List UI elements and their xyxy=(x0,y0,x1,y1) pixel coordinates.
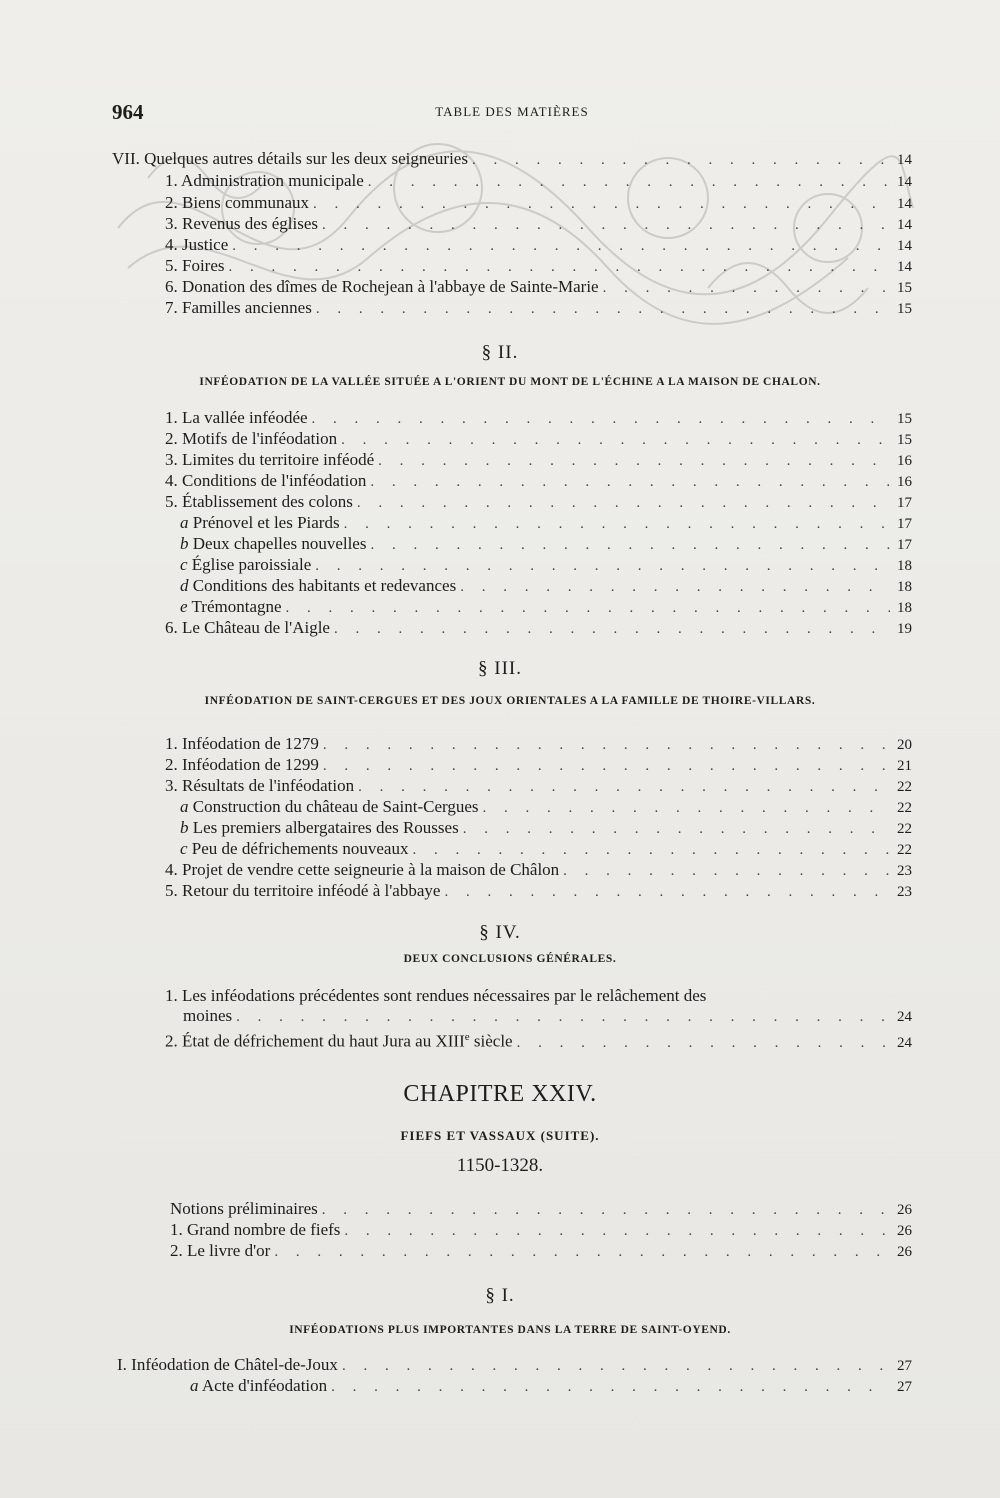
toc-entry[interactable] xyxy=(165,617,912,639)
toc-entry[interactable] xyxy=(180,817,912,839)
toc-entry-label: 5. Établissement des colons xyxy=(165,492,353,511)
toc-entry-letter: d xyxy=(180,576,189,595)
dot-leader xyxy=(323,755,890,777)
toc-entry[interactable] xyxy=(165,859,912,881)
toc-entry-label: Acte d'inféodation xyxy=(201,1376,328,1395)
toc-entry-page: 24 xyxy=(897,1009,912,1025)
toc-entry[interactable] xyxy=(170,1219,912,1241)
toc-entry-label: Conditions des habitants et redevances xyxy=(192,576,457,595)
dot-leader xyxy=(342,1355,890,1377)
toc-entry-page: 16 xyxy=(897,453,912,469)
toc-entry[interactable] xyxy=(112,148,912,170)
toc-entry-label: Trémontagne xyxy=(191,597,282,616)
toc-entry-line-2[interactable] xyxy=(183,1005,912,1027)
toc-entry-page: 18 xyxy=(897,579,912,595)
toc-entry-label: 7. Familles anciennes xyxy=(165,298,312,317)
toc-entry-label: 6. Le Château de l'Aigle xyxy=(165,618,330,637)
toc-entry-page: 16 xyxy=(897,474,912,490)
running-title: TABLE DES MATIÈRES xyxy=(435,104,589,119)
toc-entry-page: 15 xyxy=(897,280,912,296)
dot-leader xyxy=(472,149,890,171)
section-mark: § II. xyxy=(481,342,519,363)
dot-leader xyxy=(603,277,890,299)
toc-entry-label: 2. Inféodation de 1299 xyxy=(165,755,319,774)
dot-leader xyxy=(463,818,890,840)
chapter-title: CHAPITRE XXIV. xyxy=(403,1081,597,1107)
toc-entry-page: 23 xyxy=(897,884,912,900)
dot-leader xyxy=(232,235,890,257)
toc-entry-label-tail: siècle xyxy=(469,1031,513,1051)
dot-leader xyxy=(368,171,890,193)
toc-entry-page: 17 xyxy=(897,495,912,511)
toc-entry-letter: c xyxy=(180,839,188,858)
dot-leader xyxy=(286,597,890,619)
toc-entry-page: 18 xyxy=(897,600,912,616)
toc-entry[interactable] xyxy=(180,512,912,534)
toc-entry-letter: e xyxy=(180,597,188,616)
toc-entry[interactable] xyxy=(165,407,912,429)
section-mark: § IV. xyxy=(479,922,521,943)
dot-leader xyxy=(517,1032,890,1054)
toc-entry[interactable] xyxy=(165,170,912,192)
dot-leader xyxy=(316,298,890,320)
toc-entry-label: 2. Motifs de l'inféodation xyxy=(165,429,338,448)
toc-entry-page: 22 xyxy=(897,842,912,858)
toc-entry[interactable] xyxy=(165,470,912,492)
toc-entry[interactable] xyxy=(180,533,912,555)
toc-entry-label: 5. Foires xyxy=(165,256,225,275)
toc-entry-label: Les premiers albergataires des Rousses xyxy=(192,818,459,837)
toc-entry[interactable] xyxy=(180,596,912,618)
dot-leader xyxy=(236,1006,890,1028)
toc-entry-page: 15 xyxy=(897,432,912,448)
dot-leader xyxy=(344,513,890,535)
toc-entry-label: 2. État de défrichement du haut Jura au XIII xyxy=(165,1031,465,1051)
toc-entry-page: 26 xyxy=(897,1244,912,1260)
toc-entry[interactable] xyxy=(180,796,912,818)
dot-leader xyxy=(563,860,890,882)
toc-entry[interactable] xyxy=(170,1240,912,1262)
toc-entry-page: 23 xyxy=(897,863,912,879)
dot-leader xyxy=(460,576,890,598)
toc-entry-label: Peu de défrichements nouveaux xyxy=(191,839,409,858)
toc-entry-page: 14 xyxy=(897,259,912,275)
toc-entry[interactable] xyxy=(165,733,912,755)
toc-entry[interactable] xyxy=(165,449,912,471)
dot-leader xyxy=(274,1241,890,1263)
toc-entry-page: 14 xyxy=(897,217,912,233)
toc-entry-label: VII. Quelques autres détails sur les deux seigneuries xyxy=(112,149,468,168)
dot-leader xyxy=(358,776,890,798)
toc-entry-letter: a xyxy=(180,513,189,532)
toc-entry-page: 22 xyxy=(897,821,912,837)
toc-entry-letter: b xyxy=(180,534,189,553)
toc-entry[interactable] xyxy=(190,1375,912,1397)
toc-entry[interactable] xyxy=(165,754,912,776)
dot-leader xyxy=(331,1376,890,1398)
toc-entry-label: 1. Grand nombre de fiefs xyxy=(170,1220,341,1239)
dot-leader xyxy=(412,839,890,861)
toc-entry[interactable] xyxy=(170,1198,912,1220)
dot-leader xyxy=(378,450,890,472)
toc-entry-letter: a xyxy=(190,1376,199,1395)
toc-entry-label: Deux chapelles nouvelles xyxy=(192,534,367,553)
toc-entry[interactable] xyxy=(165,255,912,277)
dot-leader xyxy=(322,1199,890,1221)
toc-entry-page: 15 xyxy=(897,301,912,317)
toc-entry-letter: a xyxy=(180,797,189,816)
toc-entry[interactable] xyxy=(165,276,912,298)
dot-leader xyxy=(322,214,890,236)
toc-entry-page: 22 xyxy=(897,800,912,816)
toc-entry-letter: c xyxy=(180,555,188,574)
dot-leader xyxy=(370,471,890,493)
section-mark: § III. xyxy=(478,658,522,679)
toc-entry[interactable] xyxy=(165,775,912,797)
dot-leader xyxy=(229,256,891,278)
chapter-subtitle: FIEFS ET VASSAUX (SUITE). xyxy=(400,1128,600,1143)
toc-entry-label: 1. Les inféodations précédentes sont rendues nécessaires par le relâchement des xyxy=(165,986,707,1005)
toc-entry-label: 3. Résultats de l'inféodation xyxy=(165,776,355,795)
toc-entry-label: 2. Biens communaux xyxy=(165,193,310,212)
toc-entry[interactable] xyxy=(180,575,912,597)
toc-entry-page: 17 xyxy=(897,516,912,532)
toc-entry-page: 26 xyxy=(897,1223,912,1239)
dot-leader xyxy=(334,618,890,640)
dot-leader xyxy=(315,555,890,577)
toc-entry-label: 1. Inféodation de 1279 xyxy=(165,734,319,753)
toc-entry-page: 14 xyxy=(897,174,912,190)
section-mark: § I. xyxy=(485,1285,515,1306)
toc-entry-label: 3. Limites du territoire inféodé xyxy=(165,450,375,469)
toc-entry-page: 18 xyxy=(897,558,912,574)
toc-entry[interactable] xyxy=(180,554,912,576)
toc-entry-page: 14 xyxy=(897,238,912,254)
toc-entry-label: I. Inféodation de Châtel-de-Joux xyxy=(117,1355,338,1374)
toc-entry-label: 4. Projet de vendre cette seigneurie à la maison de Châlon xyxy=(165,860,560,879)
superscript: e xyxy=(464,1031,470,1043)
toc-entry[interactable] xyxy=(117,1354,912,1376)
section-title: INFÉODATIONS PLUS IMPORTANTES DANS LA TERRE DE SAINT-OYEND. xyxy=(289,1324,731,1336)
toc-entry-letter: b xyxy=(180,818,189,837)
toc-entry-label: 1. La vallée inféodée xyxy=(165,408,308,427)
toc-entry-label: 1. Administration municipale xyxy=(165,171,364,190)
page-number: 964 xyxy=(112,100,144,124)
toc-entry-label: Église paroissiale xyxy=(191,555,312,574)
dot-leader xyxy=(483,797,890,819)
toc-entry-page: 14 xyxy=(897,196,912,212)
toc-entry-page: 15 xyxy=(897,411,912,427)
chapter-dates: 1150-1328. xyxy=(456,1155,544,1176)
toc-entry-page: 26 xyxy=(897,1202,912,1218)
toc-entry[interactable] xyxy=(165,428,912,450)
dot-leader xyxy=(313,193,890,215)
dot-leader xyxy=(444,881,890,903)
toc-entry-label: 6. Donation des dîmes de Rochejean à l'abbaye de Sainte-Marie xyxy=(165,277,599,296)
dot-leader xyxy=(370,534,890,556)
toc-entry-label: 5. Retour du territoire inféodé à l'abbaye xyxy=(165,881,441,900)
toc-entry[interactable] xyxy=(165,213,912,235)
toc-entry-page: 27 xyxy=(897,1358,912,1374)
toc-entry-page: 27 xyxy=(897,1379,912,1395)
dot-leader xyxy=(312,408,890,430)
dot-leader xyxy=(341,429,890,451)
toc-entry-label: 4. Conditions de l'inféodation xyxy=(165,471,367,490)
toc-entry-line-1[interactable] xyxy=(165,985,912,1007)
toc-entry-label: moines xyxy=(183,1006,233,1025)
toc-entry-label: Prénovel et les Piards xyxy=(192,513,340,532)
toc-entry-label: Construction du château de Saint-Cergues xyxy=(192,797,479,816)
toc-entry[interactable] xyxy=(165,880,912,902)
toc-entry[interactable] xyxy=(165,234,912,256)
section-title: INFÉODATION DE LA VALLÉE SITUÉE A L'ORIENT DU MONT DE L'ÉCHINE A LA MAISON DE CHALON. xyxy=(199,376,821,388)
toc-entry-page: 17 xyxy=(897,537,912,553)
dot-leader xyxy=(357,492,890,514)
toc-entry[interactable] xyxy=(165,491,912,513)
toc-entry-label: 3. Revenus des églises xyxy=(165,214,318,233)
toc-entry-page: 19 xyxy=(897,621,912,637)
toc-entry-label: 2. Le livre d'or xyxy=(170,1241,271,1260)
toc-entry-page: 14 xyxy=(897,152,912,168)
toc-entry-label: 4. Justice xyxy=(165,235,229,254)
toc-entry[interactable] xyxy=(165,192,912,214)
section-title: INFÉODATION DE SAINT-CERGUES ET DES JOUX ORIENTALES A LA FAMILLE DE THOIRE-VILLARS. xyxy=(204,695,816,707)
dot-leader xyxy=(323,734,890,756)
section-title: DEUX CONCLUSIONS GÉNÉRALES. xyxy=(403,953,617,965)
toc-entry[interactable] xyxy=(180,838,912,860)
dot-leader xyxy=(344,1220,890,1242)
toc-entry-page: 20 xyxy=(897,737,912,753)
toc-entry[interactable] xyxy=(165,1026,912,1051)
toc-entry-page: 21 xyxy=(897,758,912,774)
toc-entry-label: Notions préliminaires xyxy=(170,1199,318,1218)
page-header xyxy=(112,100,912,130)
toc-entry-page: 22 xyxy=(897,779,912,795)
toc-entry-page: 24 xyxy=(897,1034,912,1051)
toc-entry[interactable] xyxy=(165,297,912,319)
